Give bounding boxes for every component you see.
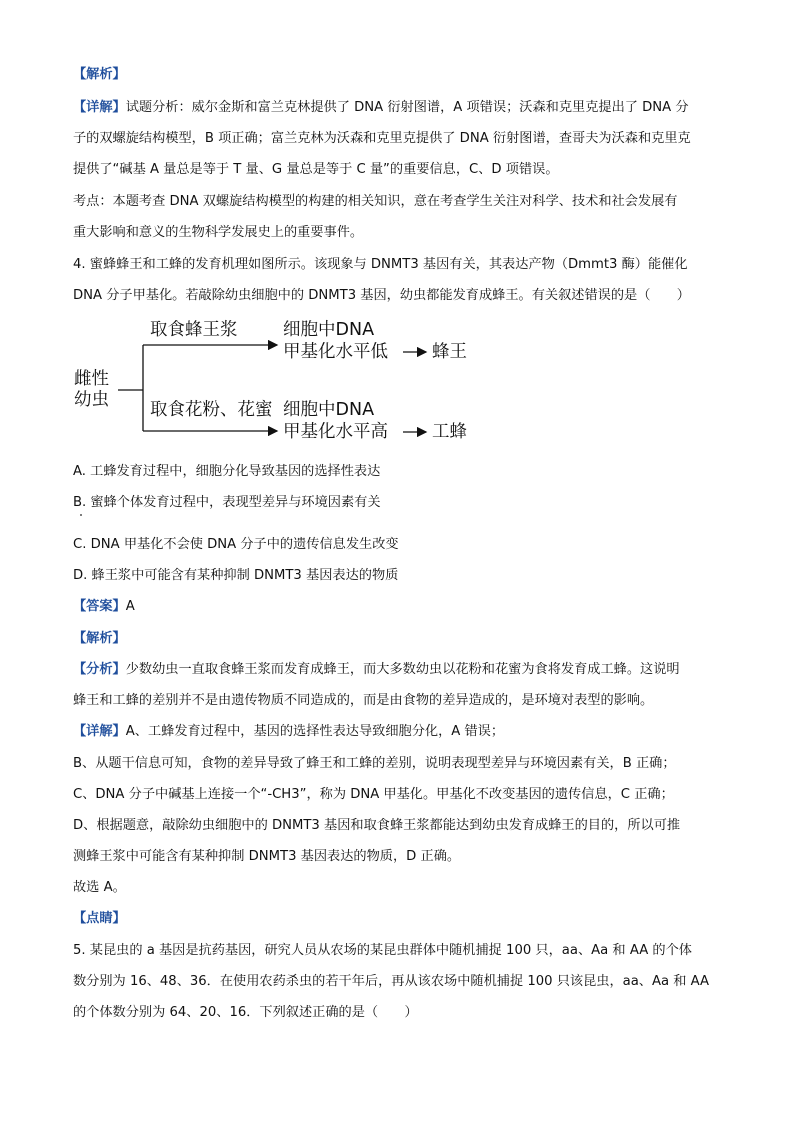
paragraph-text: 少数幼虫一直取食蜂王浆而发育成蜂王，而大多数幼虫以花粉和花蜜为食将发育成工蜂。这说明 [125,662,680,677]
bottom-branch-label: 取食花粉、花蜜 [150,400,273,420]
bee-development-diagram [70,316,490,446]
paragraph-line [73,661,680,679]
paragraph-line [73,786,674,804]
paragraph-line [73,879,126,897]
section-bracket-label: 【详解】 [73,724,126,739]
option-text: A. 工蜂发育过程中，细胞分化导致基因的选择性表达 [73,464,381,479]
bottom-cell-line2: 甲基化水平高 [283,422,388,442]
analysis-heading [73,630,126,648]
option-text: D. 蜂王浆中可能含有某种抑制 DNMT3 基因表达的物质 [73,568,399,583]
paragraph-line [73,848,460,866]
paragraph-line [73,224,363,242]
paragraph-line [73,66,126,84]
queen-bee-label: 蜂王 [432,342,467,362]
option-a [73,463,380,481]
section-bracket-label: 【分析】 [73,662,126,677]
answer-line [73,598,135,616]
paragraph-text: 重大影响和意义的生物科学发展史上的重要事件。 [73,225,364,240]
option-text: C. DNA 甲基化不会使 DNA 分子中的遗传信息发生改变 [73,537,399,552]
question-4-stem [73,287,690,305]
section-bracket-label: 【详解】 [73,100,126,115]
section-bracket-label: 【解析】 [73,67,126,82]
stray-dot [80,514,82,516]
section-bracket-label: 【点睛】 [73,911,126,926]
paragraph-text: B、从题干信息可知，食物的差异导致了蜂王和工蜂的差别，说明表现型差异与环境因素有关，B 正确； [73,756,676,771]
paragraph-text: 试题分析：威尔金斯和富兰克林提供了 DNA 衍射图谱，A 项错误；沃森和克里克提出了 DNA 分 [125,100,689,115]
paragraph-text: 测蜂王浆中可能含有某种抑制 DNMT3 基因表达的物质，D 正确。 [73,849,461,864]
option-b [73,494,381,512]
paragraph-text: 考点：本题考查 DNA 双螺旋结构模型的构建的相关知识，意在考查学生关注对科学、技术和社会发展有 [73,194,678,209]
paragraph-text: 故选 A。 [73,880,126,895]
option-c [73,536,399,554]
option-d [73,567,398,585]
diagram-lines [70,316,490,446]
paragraph-text: 4. 蜜蜂蜂王和工蜂的发育机理如图所示。该现象与 DNMT3 基因有关，其表达产物（Dmmt3 酶）能催化 [73,257,688,272]
section-bracket-label: 【解析】 [73,631,126,646]
paragraph-line [73,161,559,179]
paragraph-line [73,755,676,773]
paragraph-line [73,193,677,211]
paragraph-text: DNA 分子甲基化。若敲除幼虫细胞中的 DNMT3 基因，幼虫都能发育成蜂王。有关叙述错误的是（ ） [73,288,690,303]
paragraph-text: C、DNA 分子中碱基上连接一个“-CH3”，称为 DNA 甲基化。甲基化不改变基因的遗传信息，C 正确； [73,787,674,802]
start-label-line2: 幼虫 [74,390,109,410]
section-bracket-label: 【答案】 [73,599,126,614]
paragraph-text: A、工蜂发育过程中，基因的选择性表达导致细胞分化，A 错误； [125,724,505,739]
paragraph-text: 数分别为 16、48、36．在使用农药杀虫的若干年后，再从该农场中随机捕捉 100 只该昆虫，aa、Aa 和 AA [73,974,710,989]
question-5-stem [73,942,692,960]
paragraph-line [73,723,504,741]
question-5-stem [73,1004,418,1022]
paragraph-text: 子的双螺旋结构模型，B 项正确；富兰克林为沃森和克里克提供了 DNA 衍射图谱，查哥夫为沃森和克里克 [73,131,691,146]
start-label-line1: 雌性 [74,369,109,389]
paragraph-line [73,99,689,117]
question-4-stem [73,256,688,274]
paragraph-text: 提供了“碱基 A 量总是等于 T 量、G 量总是等于 C 量”的重要信息，C、D 项错误。 [73,162,559,177]
bottom-cell-line1: 细胞中DNA [283,400,375,420]
paragraph-text: 的个体数分别为 64、20、16．下列叙述正确的是（ ） [73,1005,418,1020]
paragraph-line [73,130,691,148]
paragraph-text: D、根据题意，敲除幼虫细胞中的 DNMT3 基因和取食蜂王浆都能达到幼虫发育成蜂王的目的，所以可推 [73,818,681,833]
paragraph-text: A [125,599,135,614]
question-5-stem [73,973,709,991]
top-branch-label: 取食蜂王浆 [150,320,238,340]
tip-heading [73,910,126,928]
option-text: B. 蜜蜂个体发育过程中，表现型差异与环境因素有关 [73,495,381,510]
paragraph-line [73,692,653,710]
worker-bee-label: 工蜂 [432,422,467,442]
paragraph-line [73,817,680,835]
paragraph-text: 5. 某昆虫的 a 基因是抗药基因，研究人员从农场的某昆虫群体中随机捕捉 100 只，aa、Aa 和 AA 的个体 [73,943,692,958]
paragraph-text: 蜂王和工蜂的差别并不是由遗传物质不同造成的，而是由食物的差异造成的，是环境对表型的影响。 [73,693,654,708]
top-cell-line1: 细胞中DNA [283,320,375,340]
top-cell-line2: 甲基化水平低 [283,342,388,362]
